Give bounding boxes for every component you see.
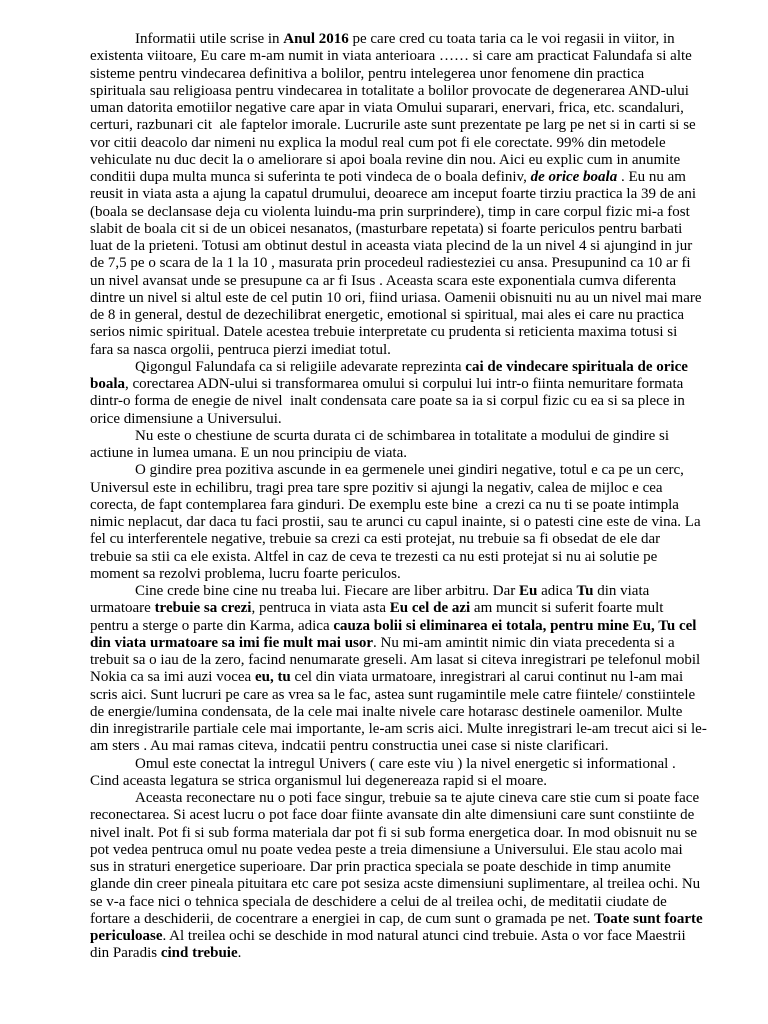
text-line xyxy=(90,721,730,738)
text-run: fel cu interferentele negative, trebuie sa crezi ca esti protejat, nu trebuie sa fi obsedat de ele dar xyxy=(90,531,661,548)
text-run: am muncit si suferit foarte mult xyxy=(470,600,664,617)
text-run: Universul este in echilibru, tragi prea tare spre pozitiv si ajungi la negativ, calea de mijloc e cea xyxy=(90,479,663,496)
paragraph xyxy=(90,756,730,791)
text-line xyxy=(90,238,730,255)
bold-text: trebuie sa crezi xyxy=(154,600,252,617)
text-run: corecta, de fapt contemplarea fara ginduri. De exemplu este bine a crezi ca nu ti se poate intimpla xyxy=(90,496,679,513)
bold-text: Toate sunt foarte xyxy=(594,910,703,927)
text-line xyxy=(90,324,730,341)
text-run: nivel inalt. Pot fi si sub forma materiala dar pot fi si sub forma energetica doar. In mod obisnuit nu se xyxy=(90,824,698,841)
text-line xyxy=(90,756,730,773)
paragraph xyxy=(90,359,730,428)
bold-text: cauza bolii si eliminarea ei totala, pentru mine Eu, Tu cel xyxy=(333,617,697,634)
text-line xyxy=(90,428,730,445)
text-line xyxy=(90,48,730,65)
text-run: uman datorita emotiilor negative care apar in viata Omului suparari, enervari, frica, etc. scandaluri, xyxy=(90,100,684,116)
paragraph xyxy=(90,462,730,583)
document-body xyxy=(90,31,730,963)
text-line xyxy=(90,31,730,48)
text-run: adica xyxy=(537,583,577,599)
bold-text: din viata urmatoare sa imi fie mult mai usor xyxy=(90,634,374,651)
text-line xyxy=(90,566,730,583)
text-line xyxy=(90,669,730,686)
text-line xyxy=(90,825,730,842)
text-run: trebuit sa o iau de la zero, facind nenumarate greseli. Am lasat si citeva inregistrari pe telefonul mobil xyxy=(90,652,701,668)
text-line xyxy=(90,773,730,790)
bold-text: cind trebuie xyxy=(160,945,238,962)
text-run: . xyxy=(237,945,242,962)
text-line xyxy=(90,894,730,911)
text-run: O gindire prea pozitiva ascunde in ea germenele unei gindiri negative, totul e ca pe un cerc, xyxy=(135,462,684,479)
text-run: slabit de boala cit si de un obicei nesanatos, (masturbare repetata) si foarte periculos pentru barbati xyxy=(90,220,683,237)
text-run: orice dimensiune a Universului. xyxy=(90,410,282,427)
text-run: Nu este o chestiune de scurta durata ci de schimbarea in totalitate a modului de gindire si xyxy=(135,427,669,444)
text-run: . Al treilea ochi se deschide in mod natural atunci cind trebuie. Asta o vor face Maestrii xyxy=(162,928,686,944)
text-run: de energie/lumina condensata, de la cele mai inalte nivele care hotarasc destinele oamenilor. Multe xyxy=(90,703,683,720)
bold-text: periculoase xyxy=(90,928,163,944)
text-run: fara sa nasca orgolii, pentruca pierzi imediat totul. xyxy=(90,341,391,358)
text-line xyxy=(90,635,730,652)
text-run: . Nu mi-am amintit nimic din viata precedenta si a xyxy=(373,634,675,651)
text-run: sus in straturi energetice superioare. Dar prin practica speciala se poate deschide in timp anumite xyxy=(90,859,671,875)
text-line xyxy=(90,531,730,548)
paragraph xyxy=(90,31,730,359)
text-line xyxy=(90,652,730,669)
text-run: Omul este conectat la intregul Univers ( care este viu ) la nivel energetic si informational . xyxy=(135,755,676,772)
bold-text: cai de vindecare spirituala de orice xyxy=(465,358,688,375)
text-line xyxy=(90,876,730,893)
text-run: nimic neplacut, dar daca tu faci prostii, sau te arunci cu capul inainte, si o patesti cine este de vina. La xyxy=(90,514,701,530)
text-run: din inregistrarile partiale cele mai importante, le-am scris aici. Multe inregistrari le-am trecut aici si le- xyxy=(90,721,707,737)
text-line xyxy=(90,393,730,410)
text-line xyxy=(90,186,730,203)
text-run: . Eu nu am xyxy=(617,169,686,185)
text-run: se v-a face nici o tehnica speciala de deschidere a celui de al treilea ochi, de meditatii ciudate de xyxy=(90,893,667,910)
text-run: pe care cred cu toata taria ca le voi regasii in viitor, in xyxy=(348,31,675,47)
text-run: vehiculate nu duc decit la o ameliorare si apoi boala revine din nou. Aici eu explic cum in anumite xyxy=(90,151,681,168)
text-run: actiune in lumea umana. E un nou principiu de viata. xyxy=(90,445,407,461)
text-run: vor citii deacolo dar nimeni nu explica la modul real cum pot fi ele corectate. 99% din metodele xyxy=(90,134,666,151)
text-line xyxy=(90,255,730,272)
text-line xyxy=(90,411,730,428)
text-run: Nokia ca sa imi auzi vocea xyxy=(90,669,255,686)
text-line xyxy=(90,618,730,635)
text-run: din viata xyxy=(593,583,650,599)
text-line xyxy=(90,117,730,134)
text-run: un nivel avansat unde se presupune ca ar fi Isus . Aceasta scara este exponentiala cumva diferenta xyxy=(90,272,677,289)
bold-text: Eu xyxy=(518,583,538,599)
text-line xyxy=(90,859,730,876)
text-run: am sters . Au mai ramas citeva, indcatii pentru constructia unei case si niste clarificari. xyxy=(90,738,609,755)
text-line xyxy=(90,376,730,393)
text-line xyxy=(90,342,730,359)
paragraph xyxy=(90,428,730,463)
text-line xyxy=(90,790,730,807)
text-run: certuri, razbunari cit ale faptelor imorale. Lucrurile aste sunt prezentate pe larg pe net si in carti si se xyxy=(90,117,696,134)
text-line xyxy=(90,911,730,928)
text-run: Qigongul Falundafa ca si religiile adevarate reprezinta xyxy=(135,358,466,375)
text-run: (boala se declansase deja cu violenta luindu-ma prin surprindere), timp in care corpul fizic mi-a fost xyxy=(90,203,690,220)
text-line xyxy=(90,549,730,566)
text-line xyxy=(90,135,730,152)
text-run: urmatoare xyxy=(90,600,155,617)
text-run: moment sa rezolvi problema, lucru foarte periculos. xyxy=(90,565,401,582)
text-line xyxy=(90,359,730,376)
text-line xyxy=(90,462,730,479)
text-line xyxy=(90,307,730,324)
text-run: dintr-o forma de enegie de nivel inalt condensata care poate sa ia si corpul fizic cu ea si sa plece in xyxy=(90,393,685,410)
text-line xyxy=(90,83,730,100)
text-run: Cind aceasta legatura se strica organismul lui degenereaza rapid si el moare. xyxy=(90,772,548,789)
text-run: existenta viitoare, Eu care m-am numit in viata anterioara …… si care am practicat Falundafa si alte xyxy=(90,48,692,65)
text-line xyxy=(90,66,730,83)
paragraph xyxy=(90,790,730,963)
text-run: pot vedea pentruca omul nu poate vedea peste a treia dimensiune a Universului. Ele stau acolo mai xyxy=(90,841,683,858)
bold-text: Anul 2016 xyxy=(283,31,349,47)
text-run: conditii dupa multa munca si suferinta te poti vindeca de o boala definiv, xyxy=(90,169,531,185)
text-run: , corectarea ADN-ului si transformarea omului si corpului lui intr-o fiinta nemuritare formata xyxy=(125,376,684,392)
text-line xyxy=(90,497,730,514)
text-run: fortare a deschiderii, de cocentrare a energiei in cap, de cum sunt o gramada pe net. xyxy=(90,910,595,927)
text-run: Aceasta reconectare nu o poti face singur, trebuie sa te ajute cineva care stie cum si poate face xyxy=(135,790,700,806)
text-line xyxy=(90,928,730,945)
text-run: serios nimic spiritual. Datele acestea trebuie interpretate cu prudenta si reticienta maxima totusi si xyxy=(90,324,678,341)
text-line xyxy=(90,945,730,962)
bold-italic-text: de orice boala xyxy=(530,169,618,185)
text-run: , pentruca in viata asta xyxy=(251,600,390,617)
text-line xyxy=(90,169,730,186)
text-run: spirituala sau religioasa pentru vindecarea in totalitate a bolilor provocate de degenerarea AND-ului xyxy=(90,82,689,99)
text-run: pentru a sterge o parte din Karma, adica xyxy=(90,617,334,634)
bold-text: boala xyxy=(90,376,126,392)
text-line xyxy=(90,687,730,704)
text-line xyxy=(90,600,730,617)
text-line xyxy=(90,583,730,600)
text-run: Cine crede bine cine nu treaba lui. Fiecare are liber arbitru. Dar xyxy=(135,583,519,599)
text-run: sisteme pentru vindecarea definitiva a bolilor, pentru intelegerea unor fenomene din practica xyxy=(90,65,645,82)
text-run: glande din creer pineala pituitara etc care pot sesiza acste dimensiuni suplimentare, al treilea ochi. Nu xyxy=(90,876,701,893)
text-run: trebuie sa stii ca ele exista. Altfel in caz de ceva te trezesti ca nu esti protejat si nu ai solutie pe xyxy=(90,548,658,565)
text-line xyxy=(90,704,730,721)
text-line xyxy=(90,221,730,238)
text-run: Informatii utile scrise in xyxy=(135,31,284,47)
text-line xyxy=(90,445,730,462)
text-line xyxy=(90,204,730,221)
text-run: luat de la prieteni. Totusi am obtinut destul in aceasta viata plecind de la un nivel 4 si ajungind in jur xyxy=(90,238,693,254)
text-run: reconectarea. Si acest lucru o pot face doar fiinte avansate din alte dimensiuni care sunt constiinte de xyxy=(90,807,695,824)
text-line xyxy=(90,290,730,307)
text-line xyxy=(90,514,730,531)
text-line xyxy=(90,100,730,117)
text-line xyxy=(90,480,730,497)
text-run: de 8 in general, destul de dezechilibrat energetic, emotional si spiritual, mai ales ei care nu practica xyxy=(90,307,685,323)
text-line xyxy=(90,152,730,169)
text-run: dintre un nivel si altul este de cel putin 10 ori, fiind uriasa. Oamenii obisnuiti nu au un nivel mai mare xyxy=(90,289,702,306)
bold-text: eu, tu xyxy=(254,669,291,686)
bold-text: Eu cel de azi xyxy=(389,600,471,617)
text-run: din Paradis xyxy=(90,945,161,962)
text-run: scris aici. Sunt lucruri pe care as vrea sa le fac, astea sunt rugamintile mele catre fiintele/ constiintele xyxy=(90,686,696,703)
text-line xyxy=(90,842,730,859)
text-run: de 7,5 pe o scara de la 1 la 10 , masurata prin procedeul radiesteziei cu ansa. Presupunind ca 10 ar fi xyxy=(90,255,691,272)
text-run: cel din viata urmatoare, inregistrari al carui continut nu l-am mai xyxy=(290,669,684,686)
text-line xyxy=(90,273,730,290)
text-run: reusit in viata asta a ajung la capatul drumului, deoarece am inceput foarte tirziu practica la 39 de ani xyxy=(90,186,696,203)
text-line xyxy=(90,738,730,755)
bold-text: Tu xyxy=(576,583,594,599)
text-line xyxy=(90,807,730,824)
paragraph xyxy=(90,583,730,756)
